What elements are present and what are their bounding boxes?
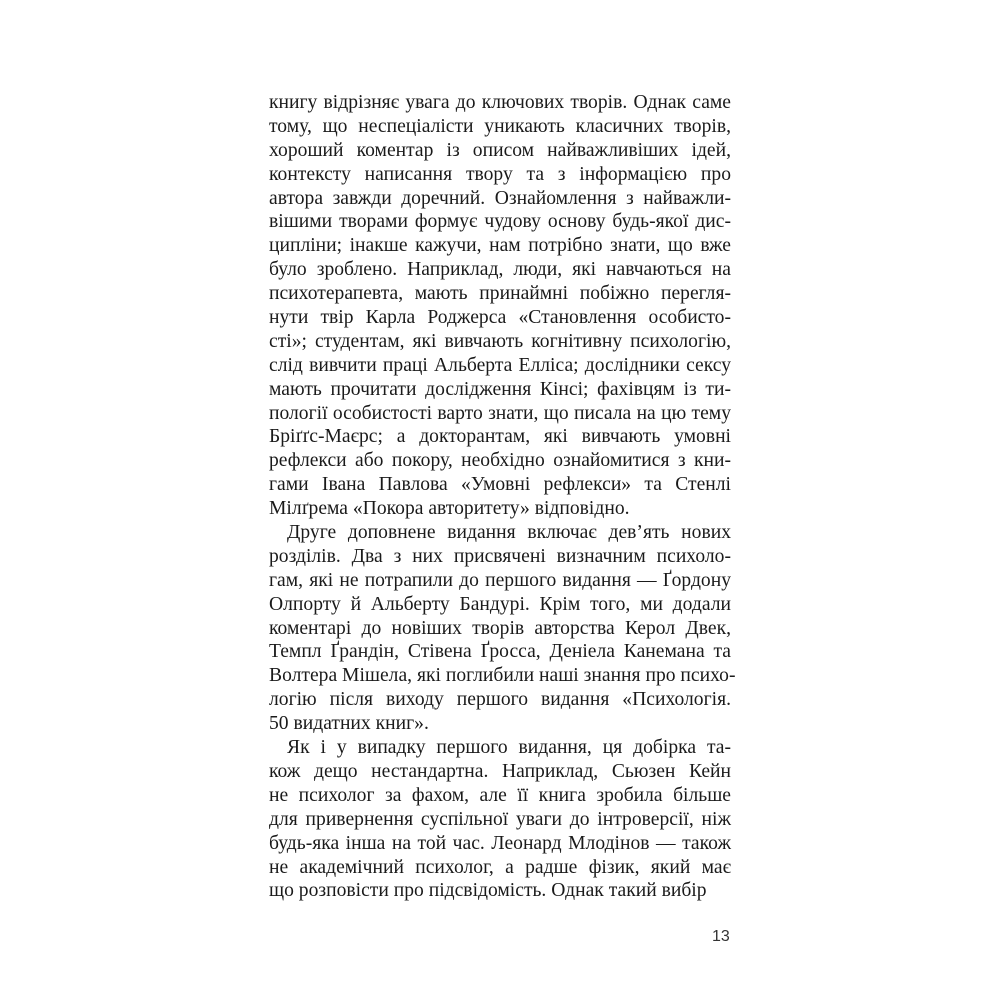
text-line: не академічний психолог, а радше фізик, який має <box>269 856 731 878</box>
text-line: автора завжди доречний. Ознайомлення з найважли- <box>269 187 731 209</box>
text-line: не психолог за фахом, але її книга зробила більше <box>269 784 731 806</box>
text-line: контексту написання твору та з інформацією про <box>269 163 731 185</box>
text-line: коментарі до новіших творів авторства Керол Двек, <box>269 617 731 639</box>
text-line: 50 видатних книг». <box>269 713 429 735</box>
text-line: Олпорту й Альберту Бандурі. Крім того, ми додали <box>269 593 731 615</box>
text-line: для привернення суспільної уваги до інтроверсії, ніж <box>269 808 731 830</box>
text-line: Як і у випадку першого видання, ця добірка та- <box>287 737 731 759</box>
text-line: рефлекси або покору, необхідно ознайомитися з кни- <box>269 450 731 472</box>
text-line: пології особистості варто знати, що писала на цю тему <box>269 402 731 424</box>
text-line: будь-яка інша на той час. Леонард Млодінов — також <box>269 832 731 854</box>
text-line: Бріґґс-Маєрс; а докторантам, які вивчають умовні <box>269 426 731 448</box>
text-line: Темпл Ґрандін, Стівена Ґросса, Деніела Канемана та <box>269 641 731 663</box>
text-line: психотерапевта, мають принаймні побіжно перегля- <box>269 283 731 305</box>
text-line: розділів. Два з них присвячені визначним психоло- <box>269 545 731 567</box>
text-line: Мілґрема «Покора авторитету» відповідно. <box>269 498 630 520</box>
text-line: вішими творами формує чудову основу будь-якої дис- <box>269 211 731 233</box>
text-line: Волтера Мішела, які поглибили наші знання про психо- <box>269 665 736 687</box>
text-line: логію після виходу першого видання «Психологія. <box>269 689 731 711</box>
paragraph <box>269 91 731 521</box>
text-line: тому, що неспеціалісти уникають класичних творів, <box>269 115 731 137</box>
text-line: кож дещо нестандартна. Наприклад, Сьюзен Кейн <box>269 760 731 782</box>
text-line: гами Івана Павлова «Умовні рефлекси» та Стенлі <box>269 474 731 496</box>
text-line: сті»; студентам, які вивчають когнітивну психологію, <box>269 330 731 352</box>
text-line: слід вивчити праці Альберта Елліса; дослідники сексу <box>269 354 731 376</box>
paragraph <box>269 521 736 736</box>
page-number: 13 <box>712 928 730 945</box>
text-line: мають прочитати дослідження Кінсі; фахівцям із ти- <box>269 378 731 400</box>
text-line: нути твір Карла Роджерса «Становлення особисто- <box>269 307 731 329</box>
text-line: гам, які не потрапили до першого видання — Ґордону <box>269 569 731 591</box>
body-text <box>269 91 736 903</box>
text-line: книгу відрізняє увага до ключових творів. Однак саме <box>269 92 731 113</box>
paragraph <box>269 736 731 903</box>
text-line: ципліни; інакше кажучи, нам потрібно знати, що вже <box>269 235 731 257</box>
text-line: хороший коментар із описом найважливіших ідей, <box>269 139 731 161</box>
text-line: що розповісти про підсвідомість. Однак такий вибір <box>269 880 707 902</box>
text-line: Друге доповнене видання включає дев’ять нових <box>287 522 731 544</box>
text-line: було зроблено. Наприклад, люди, які навчаються на <box>269 259 731 281</box>
